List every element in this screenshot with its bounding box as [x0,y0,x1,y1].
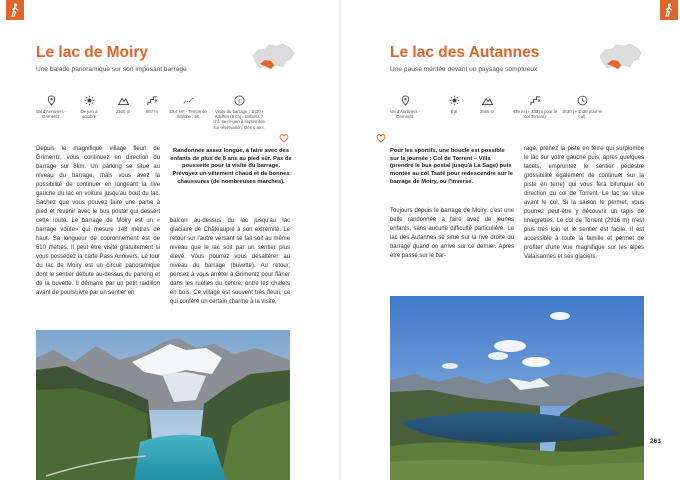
info-altitude: 2500 m [110,95,136,114]
elevation-icon [530,95,541,106]
info-duration: 3h30 (+ 1h30 pour le col) [562,95,602,119]
hiking-tab-right [660,0,678,20]
svg-text:€: € [237,98,241,104]
euro-icon [234,95,245,106]
info-location: Val d'Anniviers - Grimentz [34,95,68,119]
switzerland-map-icon [250,42,296,72]
page-subtitle-right: Une pause méritée devant un paysage somptueux [390,66,538,73]
body-text-right-col1: Toujours depuis le barrage de Moiry, c'est une belle randonnée à faire avec de jeunes enfants, sans aucune difficulté particulière. Le lac des Autannes se situe sur la rive droite du barrage quand on arrive sur ce dernier. Après être passé sur le bar- [390,208,514,259]
body-text-left-col1: Depuis le magnifique village fleuri de Grimentz, vous continuez en direction du barrage sur 8km. Un parking se situe au niveau du barrage, mais vous avez la possibilité de continuer en longeant la rive gauche du lac en voiture jusqu'au bout du lac. Sachez que vous pouvez faire une partie à pied et revenir avec le bus postal qui dessert cette route. Le barrage de Moiry est un « barrage voûte» qui mesure 148 mètres de haut. Sa longueur de couronnement est de 610 mètres. Il peut être visité gratuitement si vous possédez la carte Pass Annivers. Le tour du lac de Moiry est un circuit panoramique dont le sentier débute au-dessus du parking et de la buvette. Il démarre par un petit raidillon avant de poursuivre par un sentier en [36,146,160,296]
book-gutter [339,0,341,480]
info-elevation: 567 m [140,95,164,114]
elevation-icon [147,95,158,106]
body-text-right-col2: rage, prenez la piste en terre qui surplombe le lac sur votre gauche puis, après quelques lacets, empruntez le sentier pédestre (possibilité également de continuer sur la piste en terre) qui vous fera bifurquer en direction du col de Torrent. Le lac se situe avant le col. Si la saison le permet, vous pourrez peut-être y découvrir un tapis de linaigrettes. Le col de Torrent (2916 m) n'est plus très loin et le sentier est facile. Il est accessible à toute la famille et permet de profiter d'une vue magnifique sur les alpes Valaisannes et ses glaciers. [524,146,644,260]
body-text-left-col2: balcon au-dessus du lac jusqu'au lac glaciaire de Châteaupré à son extrémité. Le retour sur l'autre versant se fait soit au même niveau que le lac soit par un sentier plus élevé. Vous pourrez vous désaltérer au niveau du barrage (buvette). Au retour, pensez à vous arrêter à Grimentz pour flâner dans les ruelles du centre, entre les chalets en bois. Ce village est souvent très fleuri, ce qui confère un certain charme à la visite. [170,218,290,305]
page-title-left: Le lac de Moiry [36,44,148,61]
info-row-right [388,95,628,135]
mountain-icon [118,95,129,106]
switzerland-map-icon [597,42,643,72]
hiker-icon [663,3,675,17]
clock-icon [577,95,588,106]
sun-icon [449,95,460,106]
hiker-icon [9,3,21,17]
info-row-left [34,95,264,135]
sun-icon [84,95,95,106]
hiking-tab-left [6,0,24,20]
mountain-icon [482,95,493,106]
trail-icon [183,95,194,106]
page-title-right: Le lac des Autannes [390,44,540,61]
info-location: Val d'Anniviers - Grimentz [388,95,422,119]
page-number: 263 [650,438,661,445]
info-altitude: 2565 m [474,95,500,114]
advice-box-left: Randonnée assez longue, à faire avec des enfants de plus de 8 ans au pied sûr. Pas de poussette pour la visite du barrage. Prévoyez un vêtement chaud et de bonnes chaussures (de nombreuses marches). [170,148,292,185]
advice-box-right: Pour les sportifs, une boucle est possible sur la journée : Col de Torrent – Villa (prendre le bus postal jusqu'à La Sage) puis montée au col Tsaté pour redescendre sur le barrage de Moiry, ou l'inverse. [390,148,513,185]
info-distance: 13,4 km - Temps de marche : 5h [168,95,208,119]
info-season: De juin à octobre [74,95,104,119]
info-visit: € Visite du barrage : 1h30 / Adultes (8 ch) - Enfants 7 chf. 6e-m-uen à septembre sur réservation. Dès 6 ans. [212,95,266,130]
info-season: Été [442,95,466,114]
heart-icon [279,133,289,143]
heart-icon [376,133,386,143]
location-pin-icon [400,95,411,106]
page-subtitle-left: Une balade panoramique sur son imposant barrage [36,66,187,73]
photo-lac-des-autannes [390,296,644,480]
info-elevation: 439 m (+ 330 m pour le col Torrent) [512,95,558,119]
location-pin-icon [46,95,57,106]
photo-lac-de-moiry [36,330,290,480]
